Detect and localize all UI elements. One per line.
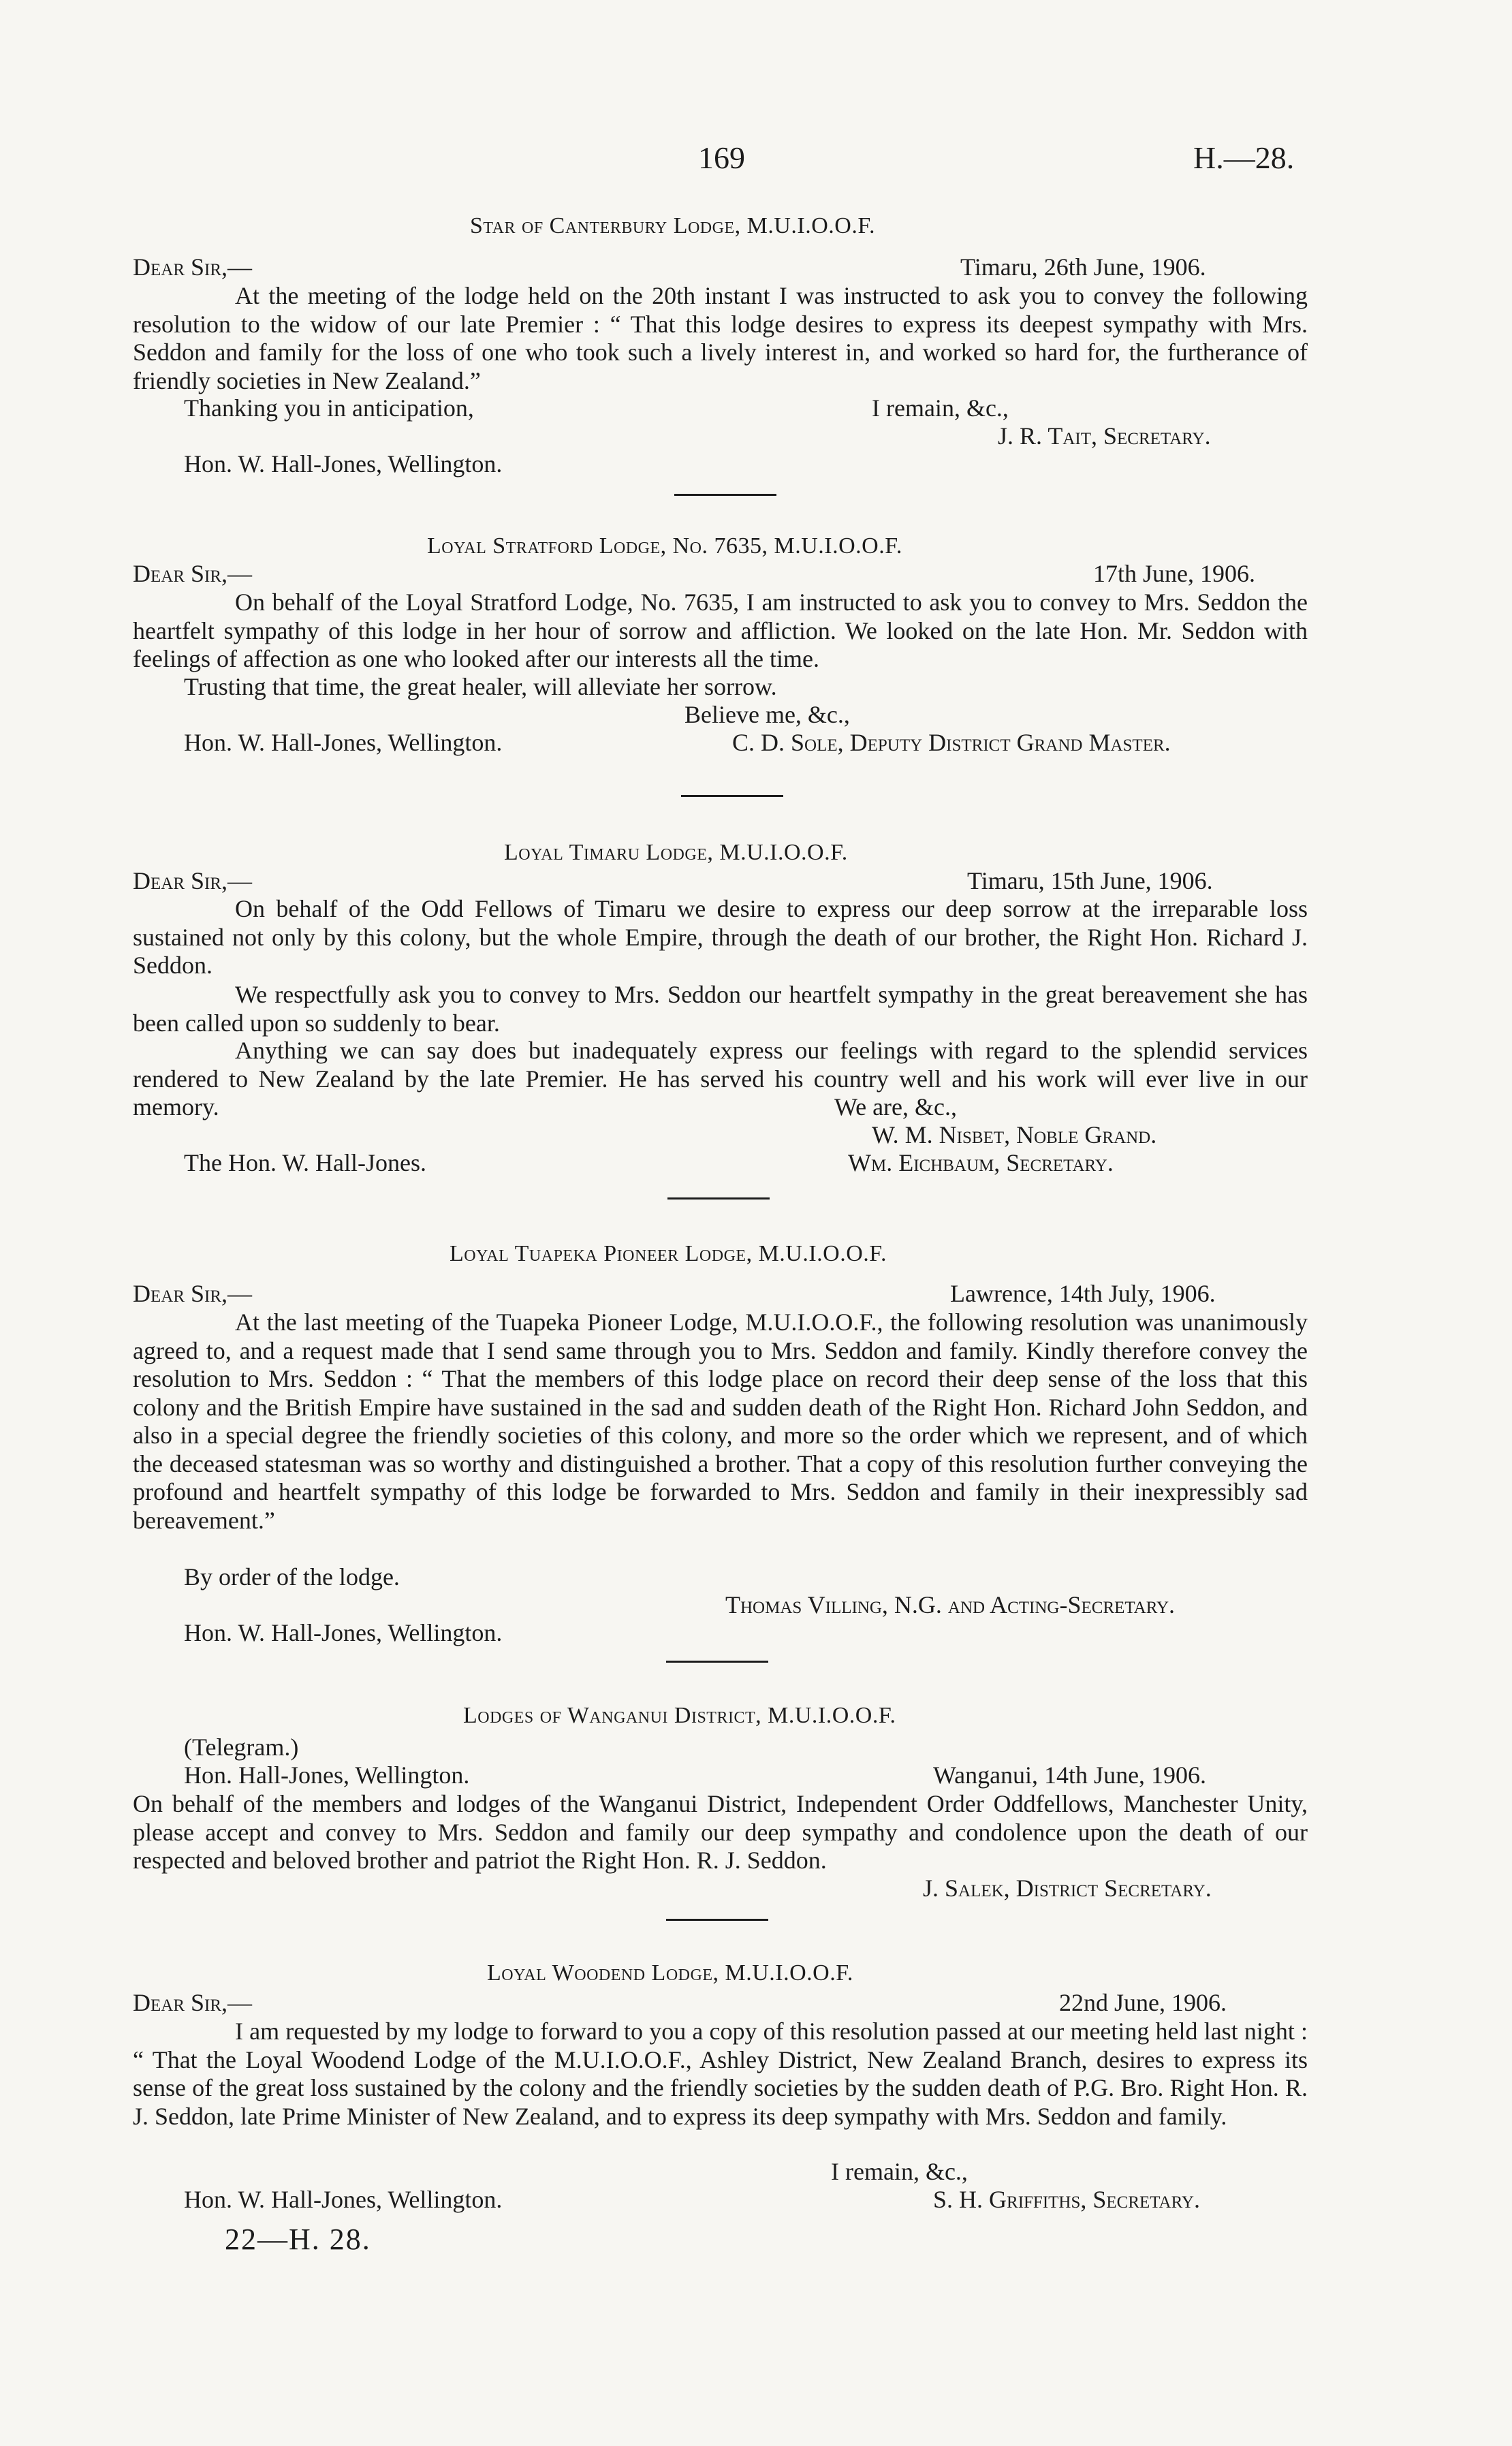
letter-body: On behalf of the members and lodges of the Wanganui District, Independent Order Oddfellows, Manchester Unity, please accept and convey to Mrs. Seddon and family our deep sympathy and condolence upon the death of our respected and beloved brother and patriot the Right Hon. R. J. Seddon.: [133, 1790, 1308, 1874]
addressee: The Hon. W. Hall-Jones.: [184, 1149, 426, 1176]
addressee: Hon. Hall-Jones, Wellington.: [184, 1761, 470, 1789]
closing-right: I remain, &c.,: [872, 394, 1009, 422]
letter-title: Loyal Tuapeka Pioneer Lodge, M.U.I.O.O.F.: [450, 1241, 887, 1266]
place-date: Lawrence, 14th July, 1906.: [950, 1280, 1216, 1307]
addressee: Hon. W. Hall-Jones, Wellington.: [184, 729, 503, 756]
salutation: Dear Sir,—: [133, 1989, 253, 2016]
section-divider: [674, 494, 776, 496]
addressee: Hon. W. Hall-Jones, Wellington.: [184, 1619, 503, 1646]
place-date: Timaru, 26th June, 1906.: [960, 253, 1206, 281]
place-date: Timaru, 15th June, 1906.: [967, 867, 1213, 894]
section-divider: [667, 1197, 770, 1200]
closing-right: We are, &c.,: [834, 1093, 957, 1120]
letter-body-continued: We respectfully ask you to convey to Mrs. Seddon our heartfelt sympathy in the great bereavement she has been called upon so suddenly to bear.: [133, 981, 1308, 1037]
letter-title: Loyal Timaru Lodge, M.U.I.O.O.F.: [504, 840, 848, 865]
letter-body: I am requested by my lodge to forward to you a copy of this resolution passed at our meeting held last night : “ That the Loyal Woodend Lodge of the M.U.I.O.O.F., Ashley District, New Zealand Branch, desires to express its sense of the great loss sustained by the colony and the friendly societies by the sudden death of P.G. Bro. Right Hon. R. J. Seddon, late Prime Minister of New Zealand, and to express its deep sympathy with Mrs. Seddon and family.: [133, 2018, 1308, 2130]
telegram-note: (Telegram.): [184, 1734, 299, 1761]
salutation: Dear Sir,—: [133, 867, 253, 894]
letter-body: At the meeting of the lodge held on the 20th instant I was instructed to ask you to convey the following resolution to the widow of our late Premier : “ That this lodge desires to express its deepest sympathy with Mrs. Seddon and family for the loss of one who took such a lively interest in, and worked so hard for, the furtherance of friendly societies in New Zealand.”: [133, 282, 1308, 394]
place-date: Wanganui, 14th June, 1906.: [933, 1761, 1207, 1789]
letter-body-continued: Anything we can say does but inadequately express our feelings with regard to the splendid services rendered to New Zealand by the late Premier. He has served his country well and his work will ever live in our memory.: [133, 1037, 1308, 1120]
addressee: Hon. W. Hall-Jones, Wellington.: [184, 2186, 503, 2213]
letter-body-continued: Trusting that time, the great healer, will alleviate her sorrow.: [184, 673, 777, 700]
signature: J. Salek, District Secretary.: [923, 1875, 1212, 1902]
signature: Wm. Eichbaum, Secretary.: [848, 1149, 1114, 1176]
letter-title: Loyal Stratford Lodge, No. 7635, M.U.I.O.O.F.: [427, 533, 902, 559]
closing-right: Believe me, &c.,: [684, 701, 850, 728]
section-divider: [666, 1919, 768, 1921]
salutation: Dear Sir,—: [133, 253, 253, 281]
signature: C. D. Sole, Deputy District Grand Master.: [732, 729, 1171, 756]
letter-title: Loyal Woodend Lodge, M.U.I.O.O.F.: [487, 1960, 853, 1986]
place-date: 22nd June, 1906.: [1059, 1989, 1227, 2016]
letter-body: On behalf of the Loyal Stratford Lodge, No. 7635, I am instructed to ask you to convey to Mrs. Seddon the heartfelt sympathy of this lodge in her hour of sorrow and affliction. We looked on the late Hon. Mr. Seddon with feelings of affection as one who looked after our interests all the time.: [133, 589, 1308, 672]
document-reference: H.—28.: [1193, 140, 1295, 175]
letter-body: On behalf of the Odd Fellows of Timaru we desire to express our deep sorrow at the irreparable loss sustained not only by this colony, but the whole Empire, through the death of our brother, the Right Hon. Richard J. Seddon.: [133, 895, 1308, 979]
salutation: Dear Sir,—: [133, 560, 253, 587]
page-number: 169: [698, 140, 745, 175]
signature: W. M. Nisbet, Noble Grand.: [872, 1121, 1157, 1148]
letter-body: At the last meeting of the Tuapeka Pioneer Lodge, M.U.I.O.O.F., the following resolution was unanimously agreed to, and a request made that I send same through you to Mrs. Seddon and family. Kindly therefore convey the resolution to Mrs. Seddon : “ That the members of this lodge place on record their deep sense of the loss that this colony and the British Empire have sustained in the sad and sudden death of the Right Hon. Richard John Seddon, and also in a special degree the friendly societies of this colony, and more so the order which we represent, and of which the deceased statesman was so worthy and distinguished a brother. That a copy of this resolution further conveying the profound and heartfelt sympathy of this lodge be forwarded to Mrs. Seddon and family in their inexpressibly sad bereavement.”: [133, 1308, 1308, 1534]
section-divider: [681, 795, 783, 797]
letter-title: Star of Canterbury Lodge, M.U.I.O.O.F.: [470, 213, 876, 238]
signature-mark: 22—H. 28.: [225, 2223, 371, 2256]
closing-left: By order of the lodge.: [184, 1563, 400, 1590]
closing-left: Thanking you in anticipation,: [184, 394, 474, 422]
signature: J. R. Tait, Secretary.: [998, 422, 1211, 450]
letter-title: Lodges of Wanganui District, M.U.I.O.O.F.: [463, 1703, 896, 1728]
addressee: Hon. W. Hall-Jones, Wellington.: [184, 450, 503, 477]
section-divider: [666, 1661, 768, 1663]
closing-right: I remain, &c.,: [831, 2158, 968, 2185]
place-date: 17th June, 1906.: [1093, 560, 1255, 587]
salutation: Dear Sir,—: [133, 1280, 253, 1307]
signature: S. H. Griffiths, Secretary.: [933, 2186, 1200, 2213]
signature: Thomas Villing, N.G. and Acting-Secretary.: [725, 1591, 1176, 1618]
